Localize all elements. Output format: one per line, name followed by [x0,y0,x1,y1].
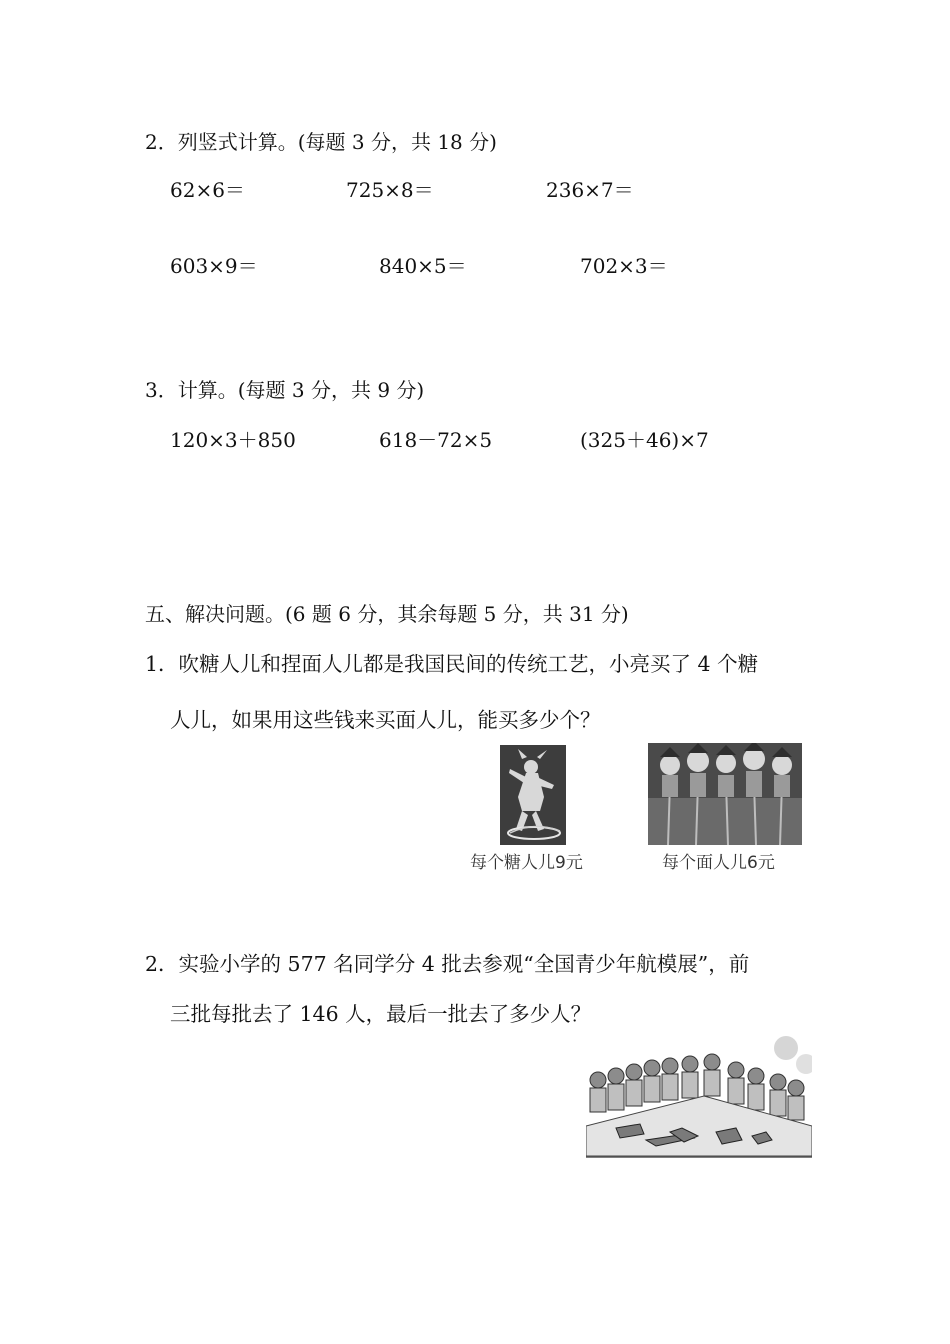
expr-325-plus-46-x7: (325＋46)×7 [580,428,709,452]
expr-840x5: 840×5＝ [379,254,467,278]
sugar-figure-photo [500,745,566,845]
expr-236x7: 236×7＝ [546,178,634,202]
expr-603x9: 603×9＝ [170,254,258,278]
expr-62x6: 62×6＝ [170,178,245,202]
expr-725x8: 725×8＝ [346,178,434,202]
problem2-line2: 三批每批去了 146 人，最后一批去了多少人？ [170,1002,592,1026]
q3-calc-title: 3．计算。(每题 3 分，共 9 分) [145,378,425,402]
section5-title: 五、解决问题。(6 题 6 分，其余每题 5 分，共 31 分) [145,602,629,626]
problem1-line1: 1．吹糖人儿和捏面人儿都是我国民间的传统工艺，小亮买了 4 个糖 [145,652,759,676]
sugar-figure-price-caption: 每个糖人儿9元 [470,853,583,873]
problem1-line2: 人儿，如果用这些钱来买面人儿，能买多少个？ [170,708,601,732]
dough-figure-price-caption: 每个面人儿6元 [662,853,775,873]
dough-figure-photo [648,743,802,845]
expr-120x3-plus-850: 120×3＋850 [170,428,296,452]
model-airplane-exhibition-illustration [586,1036,812,1162]
problem2-line1: 2．实验小学的 577 名同学分 4 批去参观“全国青少年航模展”，前 [145,952,750,976]
q2-vertical-calc-title: 2．列竖式计算。(每题 3 分，共 18 分) [145,130,497,154]
expr-702x3: 702×3＝ [580,254,668,278]
expr-618-minus-72x5: 618－72×5 [379,428,493,452]
